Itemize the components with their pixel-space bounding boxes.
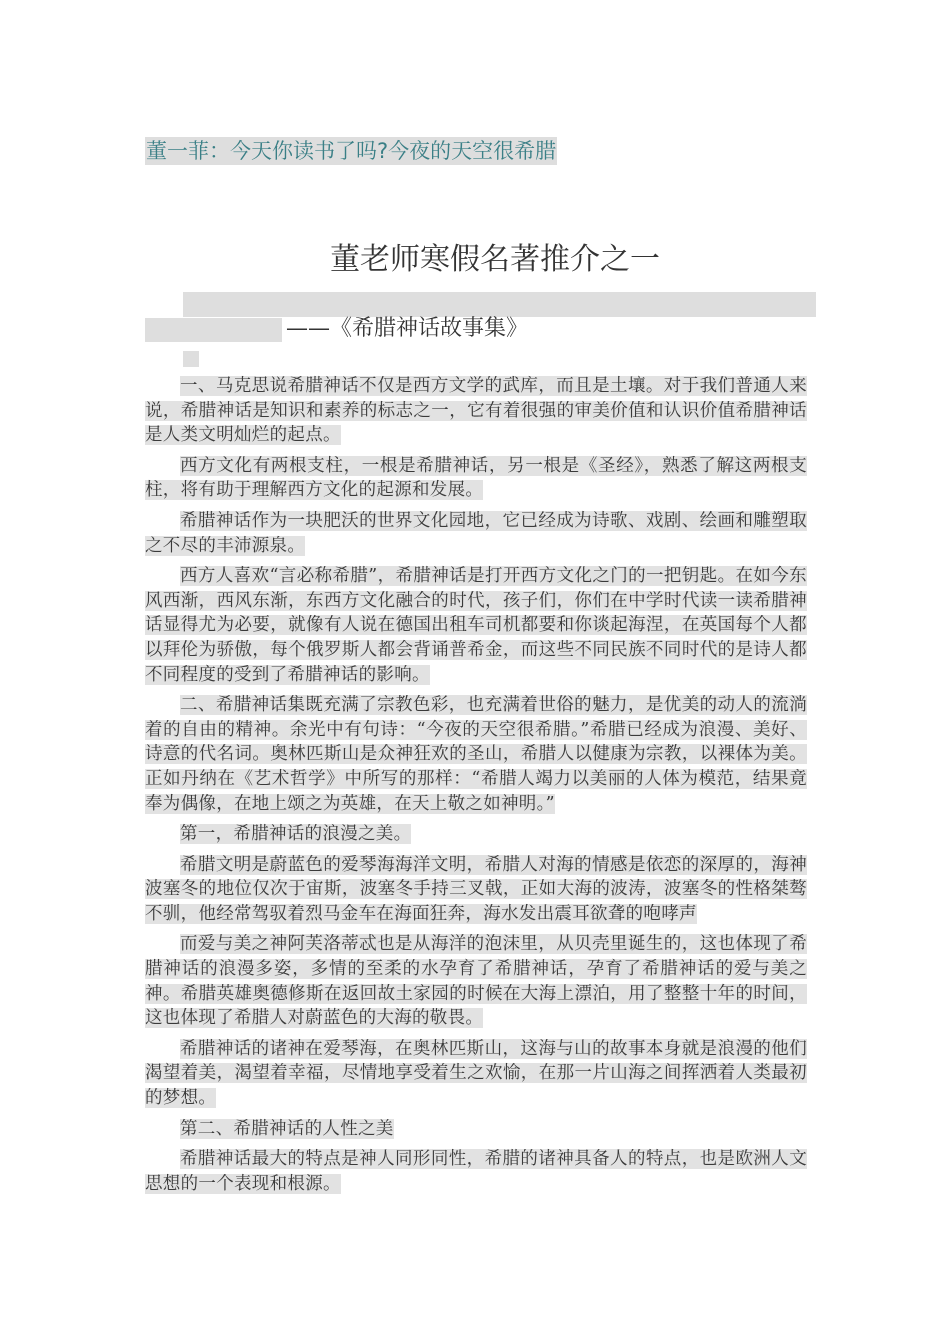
- paragraph: 希腊神话最大的特点是神人同形同性，希腊的诸神具备人的特点，也是欧洲人文思想的一个表现和根源。: [145, 1149, 807, 1194]
- document-subtitle: ——《希腊神话故事集》: [286, 316, 529, 341]
- paragraph: 一、马克思说希腊神话不仅是西方文学的武库，而且是土壤。对于我们普通人来说，希腊神话是知识和素养的标志之一，它有着很强的审美价值和认识价值希腊神话是人类文明灿烂的起点。: [145, 376, 807, 446]
- paragraph: 西方文化有两根支柱，一根是希腊神话，另一根是《圣经》，熟悉了解这两根支柱，将有助于理解西方文化的起源和发展。: [145, 455, 807, 501]
- paragraph: 希腊文明是蔚蓝色的爱琴海海洋文明，希腊人对海的情感是依恋的深厚的，海神波塞冬的地位仅次于宙斯，波塞冬手持三叉戟，正如大海的波涛，波塞冬的性格桀骜不驯，他经常驾驭着烈马金车在海面狂奔，海水发出震耳欲聋的咆哮声: [145, 854, 807, 924]
- article-headline[interactable]: 董一菲：今天你读书了吗?今夜的天空很希腊: [146, 139, 557, 163]
- document-title-text: 董老师寒假名著推介之一: [330, 242, 660, 277]
- document-title: [0, 242, 950, 278]
- section-heading: 第一，希腊神话的浪漫之美。: [180, 824, 412, 845]
- paragraph: 希腊神话的诸神在爱琴海，在奥林匹斯山，这海与山的故事本身就是浪漫的他们渴望着美，渴望着幸福，尽情地享受着生之欢愉，在那一片山海之间挥洒着人类最初的梦想。: [145, 1038, 807, 1109]
- paragraph: 希腊神话作为一块肥沃的世界文化园地，它已经成为诗歌、戏剧、绘画和雕塑取之不尽的丰沛源泉。: [145, 510, 807, 556]
- paragraph: 而爱与美之神阿芙洛蒂忒也是从海洋的泡沫里，从贝壳里诞生的，这也体现了希腊神话的浪漫多姿，多情的至柔的水孕育了希腊神话，孕育了希腊神话的爱与美之神。希腊英雄奥德修斯在返回故土家园的时候在大海上漂泊，用了整整十年的时间，这也体现了希腊人对蔚蓝色的大海的敬畏。: [145, 934, 807, 1029]
- article-body: [145, 374, 807, 1202]
- paragraph: 西方人喜欢“言必称希腊”，希腊神话是打开西方文化之门的一把钥匙。在如今东风西渐，西风东渐，东西方文化融合的时代，孩子们，你们在中学时代读一读希腊神话显得尤为必要，就像有人说在德国出租车司机都要和你谈起海涅，在英国每个人都以拜伦为骄傲，每个俄罗斯人都会背诵普希金，而这些不同民族不同时代的是诗人都不同程度的受到了希腊神话的影响。: [145, 566, 807, 685]
- highlight-box: [183, 351, 199, 367]
- highlight-bar: [145, 318, 282, 342]
- section-heading: 第二、希腊神话的人性之美: [180, 1118, 394, 1139]
- paragraph: 二、希腊神话集既充满了宗教色彩，也充满着世俗的魅力，是优美的动人的流淌着的自由的精神。余光中有句诗：“今夜的天空很希腊。”希腊已经成为浪漫、美好、诗意的代名词。奥林匹斯山是众神狂欢的圣山，希腊人以健康为宗教，以裸体为美。正如丹纳在《艺术哲学》中所写的那样：“希腊人竭力以美丽的人体为模范，结果竟奉为偶像，在地上颂之为英雄，在天上敬之如神明。”: [145, 695, 807, 814]
